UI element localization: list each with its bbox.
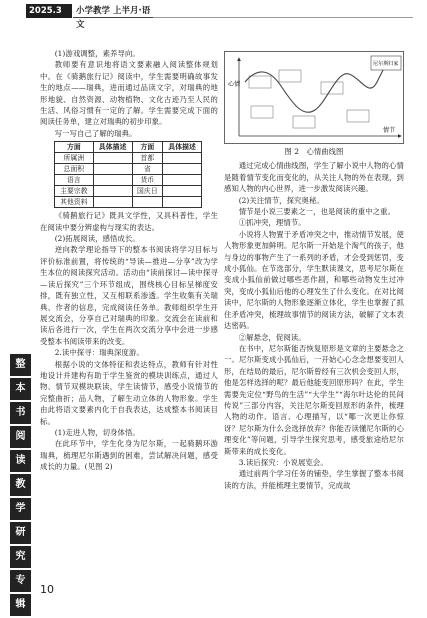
table-row [55, 175, 202, 186]
table-cell: 主要宗教 [55, 186, 94, 197]
table-cell: 所属洲 [55, 153, 94, 164]
paragraph: 在此环节中，学生化身为尼尔斯，一起骑鹅环游瑞典，梳理尼尔斯遇到的困难，尝试解决问题，感受成长的力量。(见图 2) [40, 439, 218, 472]
figure-caption: 图 2 心情曲线图 [284, 147, 344, 156]
paragraph: ①抓冲突，理情节。 [238, 218, 306, 228]
end-event-label: 尼尔斯归家 [373, 61, 399, 67]
table-row [55, 197, 202, 208]
paragraph: ②解悬念，促阅读。 [238, 332, 306, 342]
table-cell [93, 186, 132, 197]
table-header: 方面 [132, 142, 163, 153]
sidebar-char: 阅 [10, 426, 31, 448]
mood-curve-graphic [225, 52, 405, 145]
table-cell: 省 [132, 164, 163, 175]
paragraph: 教师要有意识地将语文要素融入阅读整体规划中。在《骑鹅旅行记》阅读中，学生需要明确故事发生的地点——瑞典，进而通过品读文字，对瑞典的地形地貌、自然资源、动物植物、文化古迹乃至人民的生活、风俗习惯有一定的了解。学生需要完成下面的阅读任务单，建立对瑞典的初步印象。 [40, 60, 218, 127]
table-cell [132, 197, 163, 208]
paragraph: 根据小说的文体特征和表达特点，教师有针对性地设计并建构有助于学生鉴赏的模块训练点，通过人物、情节双模块联读，学生读情节，感受小说情节的完整曲折；品人物，了解生动立体的人物形象。学生由此将语文要素内化于自我表达，达成整本书阅读目标。 [40, 359, 218, 426]
table-row [55, 153, 202, 164]
paragraph: 情节是小说三要素之一，也是阅读的重中之重。 [238, 207, 396, 217]
table-header: 方面 [55, 142, 94, 153]
table-cell: 首都 [132, 153, 163, 164]
right-column [224, 51, 404, 491]
table-cell: 总面积 [55, 164, 94, 175]
table-cell [163, 186, 202, 197]
left-column [40, 48, 218, 473]
table-cell [163, 164, 202, 175]
paragraph: 通过完成心情曲线图，学生了解小说中人物的心情是随着情节变化而变化的，从关注人物的外在表现，到感知人物的内心世界，进一步激发阅读兴趣。 [224, 161, 404, 194]
paragraph: 在书中，尼尔斯能否恢复原形是文章的主要悬念之一。尼尔斯变成小狐仙后，一开始心心念念想要变回人形，在结局的最后，尼尔斯曾经有三次机会变回人形，他是怎样选择的呢？最后他能变回原形吗？在此，学生需要先定位“野鸟的生活”“大学生”“海尔叶达伦的民间传说”三部分内容，关注尼尔斯变回原形的条件，梳理人物的动作、语言、心理描写，以“哪一次更让你惊讶？尼尔斯为什么会选择放弃？你能否读懂尼尔斯的心理变化”等问题，引导学生探究思考，感受旅途给尼尔斯带来的成长变化。 [224, 343, 404, 456]
paragraph: 写一写自己了解的瑞典。 [54, 128, 137, 138]
sidebar-char: 研 [10, 522, 31, 544]
paragraph: (2)拓展阅读，感悟成长。 [54, 234, 140, 244]
event-box [293, 116, 315, 128]
paragraph: 《骑鹅旅行记》既具文学性，又具科普性，学生在阅读中要分辨虚构与现实的表达。 [40, 211, 218, 232]
table-cell: 语言 [55, 175, 94, 186]
table-header: 具体描述 [93, 142, 132, 153]
header-rule [153, 17, 413, 18]
table-cell [163, 197, 202, 208]
sidebar-char: 学 [10, 498, 31, 520]
section-sidebar [10, 354, 31, 618]
table-cell [93, 197, 132, 208]
sidebar-char: 辑 [10, 594, 31, 616]
paragraph: 2.读中探寻：瑞典深度游。 [54, 348, 144, 358]
mood-curve [245, 62, 389, 112]
magazine-title: 小学教学 上半月·语文 [73, 4, 153, 18]
x-axis-label: 情节 [383, 127, 396, 134]
table-header-row [55, 142, 202, 153]
mood-curve-figure [224, 51, 404, 144]
table-cell [163, 153, 202, 164]
table-cell [93, 164, 132, 175]
table-cell: 货币 [132, 175, 163, 186]
page-header [0, 0, 427, 30]
sidebar-char: 究 [10, 546, 31, 568]
table-header: 具体描述 [163, 142, 202, 153]
sweden-task-table [54, 141, 202, 208]
sidebar-char: 书 [10, 402, 31, 424]
table-cell [163, 175, 202, 186]
page-number: 10 [40, 583, 54, 596]
table-cell: 国庆日 [132, 186, 163, 197]
sidebar-char: 专 [10, 570, 31, 592]
table-cell: 其他资料 [55, 197, 94, 208]
table-cell [93, 175, 132, 186]
sidebar-char: 本 [10, 378, 31, 400]
sidebar-char: 教 [10, 474, 31, 496]
paragraph: 逆向教学理论指导下的整本书阅读将学习目标与评价标准前置，将传统的“导读—推进—分享”改为学生本位的阅读探究活动。活动由“读前探讨—读中探寻—读后探究”三个环节组成，围绕核心目标呈梯度安排，既有独立性，又互相联系渗透。学生收集有关瑞典、作者的信息，完成阅读任务单。教师组织学生开展交流会，分享自己对瑞典的印象。交流会在读前和读后各进行一次，学生在两次交流分享中会进一步感受整本书阅读带来的改变。 [40, 245, 218, 346]
sidebar-char: 整 [10, 354, 31, 376]
event-box [249, 76, 271, 88]
event-box [279, 70, 301, 82]
event-box [347, 110, 369, 122]
paragraph: 3.读后探究：小说展览会。 [238, 457, 328, 467]
table-row [55, 164, 202, 175]
y-axis-label: 心情 [228, 81, 241, 88]
paragraph: 小说将人物置于矛盾冲突之中，推动情节发展，使人物形象更加鲜明。尼尔斯一开始是个淘气的孩子，他与身边的事物产生了一系列的矛盾，才会受到惩罚，变成小狐仙。在节选部分，学生默读课文，思考尼尔斯在变成小狐仙前做过哪些恶作剧，和哪些动物发生过冲突，变成小狐仙后他的心理发生了什么变化。在对比阅读中，尼尔斯的人物形象逐渐立体化，学生也掌握了抓住矛盾冲突，梳理故事情节的阅读方法，破解了文本表达密码。 [224, 229, 404, 331]
issue-label: 2025.3 [26, 4, 72, 18]
event-box [251, 106, 273, 118]
table-row [55, 186, 202, 197]
table-cell [93, 153, 132, 164]
paragraph: (1)走进人物，切身体悟。 [54, 427, 140, 437]
paragraph: (1)游戏调整，素养导向。 [54, 49, 140, 58]
paragraph: 通过前两个学习任务的铺垫，学生掌握了整本书阅读的方法，并能梳理主要情节，完成故 [224, 469, 404, 490]
sidebar-char: 读 [10, 450, 31, 472]
paragraph: (2)关注情节，探究奥秘。 [238, 195, 324, 205]
